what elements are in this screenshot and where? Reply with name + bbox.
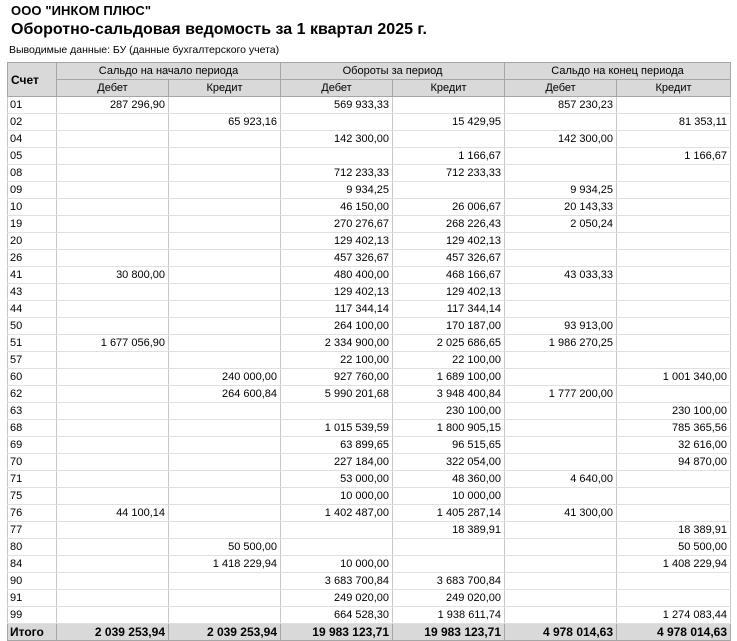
closing-debit-cell bbox=[505, 522, 617, 539]
closing-credit-cell bbox=[617, 165, 731, 182]
turnover-debit-cell: 22 100,00 bbox=[281, 352, 393, 369]
table-row[interactable] bbox=[8, 250, 731, 267]
account-cell: 80 bbox=[8, 539, 57, 556]
turnover-credit-cell: 322 054,00 bbox=[393, 454, 505, 471]
turnover-debit-cell: 927 760,00 bbox=[281, 369, 393, 386]
table-row[interactable] bbox=[8, 420, 731, 437]
closing-debit-cell: 43 033,33 bbox=[505, 267, 617, 284]
opening-credit-cell bbox=[169, 573, 281, 590]
turnover-credit-cell: 96 515,65 bbox=[393, 437, 505, 454]
account-cell: 09 bbox=[8, 182, 57, 199]
opening-debit-cell: 30 800,00 bbox=[57, 267, 169, 284]
opening-debit-cell bbox=[57, 318, 169, 335]
opening-debit-cell bbox=[57, 233, 169, 250]
turnover-debit-cell: 249 020,00 bbox=[281, 590, 393, 607]
table-row[interactable] bbox=[8, 114, 731, 131]
closing-debit-cell bbox=[505, 114, 617, 131]
opening-debit-cell: 1 677 056,90 bbox=[57, 335, 169, 352]
turnover-credit-cell: 1 166,67 bbox=[393, 148, 505, 165]
turnover-debit-cell bbox=[281, 114, 393, 131]
account-cell: 63 bbox=[8, 403, 57, 420]
account-cell: 75 bbox=[8, 488, 57, 505]
turnover-debit-cell: 1 402 487,00 bbox=[281, 505, 393, 522]
closing-debit-cell: 4 640,00 bbox=[505, 471, 617, 488]
opening-debit-cell bbox=[57, 284, 169, 301]
opening-debit-cell bbox=[57, 148, 169, 165]
opening-credit-cell bbox=[169, 403, 281, 420]
turnover-credit-cell: 268 226,43 bbox=[393, 216, 505, 233]
turnover-debit-cell: 1 015 539,59 bbox=[281, 420, 393, 437]
closing-credit-cell bbox=[617, 335, 731, 352]
opening-credit-cell bbox=[169, 301, 281, 318]
closing-credit-cell: 1 274 083,44 bbox=[617, 607, 731, 624]
closing-credit-cell: 1 408 229,94 bbox=[617, 556, 731, 573]
closing-credit-cell bbox=[617, 267, 731, 284]
opening-credit-cell bbox=[169, 148, 281, 165]
closing-debit-cell bbox=[505, 233, 617, 250]
turnover-debit-cell bbox=[281, 148, 393, 165]
column-header-opening-credit[interactable]: Кредит bbox=[169, 80, 281, 97]
closing-credit-cell bbox=[617, 301, 731, 318]
turnover-credit-cell: 15 429,95 bbox=[393, 114, 505, 131]
closing-credit-cell bbox=[617, 573, 731, 590]
opening-credit-cell: 264 600,84 bbox=[169, 386, 281, 403]
closing-debit-cell bbox=[505, 369, 617, 386]
table-row[interactable] bbox=[8, 471, 731, 488]
turnover-credit-cell: 1 938 611,74 bbox=[393, 607, 505, 624]
report-title: Оборотно-сальдовая ведомость за 1 квартал 2025 г. bbox=[11, 21, 427, 38]
account-cell: 60 bbox=[8, 369, 57, 386]
table-row[interactable] bbox=[8, 539, 731, 556]
table-row[interactable] bbox=[8, 369, 731, 386]
closing-debit-cell: 20 143,33 bbox=[505, 199, 617, 216]
opening-credit-cell bbox=[169, 590, 281, 607]
opening-credit-cell bbox=[169, 267, 281, 284]
turnover-debit-cell: 117 344,14 bbox=[281, 301, 393, 318]
table-row[interactable] bbox=[8, 522, 731, 539]
opening-credit-cell: 1 418 229,94 bbox=[169, 556, 281, 573]
opening-debit-cell bbox=[57, 420, 169, 437]
closing-credit-cell bbox=[617, 318, 731, 335]
account-cell: 20 bbox=[8, 233, 57, 250]
opening-credit-cell bbox=[169, 216, 281, 233]
column-group-turnover[interactable]: Обороты за период bbox=[281, 63, 505, 80]
closing-credit-cell: 18 389,91 bbox=[617, 522, 731, 539]
closing-credit-cell bbox=[617, 233, 731, 250]
turnover-debit-cell: 2 334 900,00 bbox=[281, 335, 393, 352]
turnover-balance-table bbox=[7, 62, 731, 641]
account-cell: 77 bbox=[8, 522, 57, 539]
turnover-debit-cell: 270 276,67 bbox=[281, 216, 393, 233]
closing-credit-cell bbox=[617, 284, 731, 301]
table-row[interactable] bbox=[8, 182, 731, 199]
turnover-credit-cell: 1 800 905,15 bbox=[393, 420, 505, 437]
closing-debit-cell: 41 300,00 bbox=[505, 505, 617, 522]
column-group-closing-balance[interactable]: Сальдо на конец периода bbox=[505, 63, 731, 80]
turnover-credit-cell: 2 025 686,65 bbox=[393, 335, 505, 352]
closing-debit-cell bbox=[505, 165, 617, 182]
account-cell: 99 bbox=[8, 607, 57, 624]
account-cell: 50 bbox=[8, 318, 57, 335]
closing-credit-cell bbox=[617, 386, 731, 403]
opening-debit-cell bbox=[57, 369, 169, 386]
opening-debit-cell bbox=[57, 471, 169, 488]
closing-debit-cell bbox=[505, 573, 617, 590]
closing-debit-cell bbox=[505, 420, 617, 437]
closing-debit-cell bbox=[505, 539, 617, 556]
closing-debit-cell: 142 300,00 bbox=[505, 131, 617, 148]
account-cell: 05 bbox=[8, 148, 57, 165]
closing-credit-cell bbox=[617, 250, 731, 267]
turnover-credit-cell: 230 100,00 bbox=[393, 403, 505, 420]
opening-debit-cell bbox=[57, 403, 169, 420]
closing-credit-cell bbox=[617, 488, 731, 505]
account-cell: 84 bbox=[8, 556, 57, 573]
table-row[interactable] bbox=[8, 199, 731, 216]
closing-debit-cell: 2 050,24 bbox=[505, 216, 617, 233]
total-row[interactable] bbox=[8, 624, 731, 641]
closing-credit-cell bbox=[617, 352, 731, 369]
closing-debit-cell: 9 934,25 bbox=[505, 182, 617, 199]
turnover-credit-cell: 249 020,00 bbox=[393, 590, 505, 607]
turnover-debit-cell: 3 683 700,84 bbox=[281, 573, 393, 590]
table-row[interactable] bbox=[8, 148, 731, 165]
closing-debit-cell bbox=[505, 148, 617, 165]
table-row[interactable] bbox=[8, 556, 731, 573]
turnover-credit-cell: 1 405 287,14 bbox=[393, 505, 505, 522]
opening-credit-cell bbox=[169, 505, 281, 522]
opening-credit-cell: 50 500,00 bbox=[169, 539, 281, 556]
closing-debit-cell bbox=[505, 488, 617, 505]
turnover-debit-cell: 712 233,33 bbox=[281, 165, 393, 182]
closing-credit-cell: 230 100,00 bbox=[617, 403, 731, 420]
opening-debit-cell bbox=[57, 437, 169, 454]
opening-credit-cell bbox=[169, 488, 281, 505]
turnover-credit-cell: 3 683 700,84 bbox=[393, 573, 505, 590]
header-row-sub bbox=[8, 80, 731, 97]
account-cell: 51 bbox=[8, 335, 57, 352]
turnover-debit-cell: 480 400,00 bbox=[281, 267, 393, 284]
account-cell: 41 bbox=[8, 267, 57, 284]
column-header-closing-credit[interactable]: Кредит bbox=[617, 80, 731, 97]
turnover-credit-cell bbox=[393, 131, 505, 148]
account-cell: 19 bbox=[8, 216, 57, 233]
total-opening-debit: 2 039 253,94 bbox=[57, 624, 169, 641]
turnover-debit-cell bbox=[281, 403, 393, 420]
opening-debit-cell bbox=[57, 573, 169, 590]
closing-debit-cell bbox=[505, 301, 617, 318]
opening-debit-cell bbox=[57, 199, 169, 216]
table-row[interactable] bbox=[8, 284, 731, 301]
account-cell: 43 bbox=[8, 284, 57, 301]
turnover-credit-cell bbox=[393, 97, 505, 114]
opening-credit-cell bbox=[169, 437, 281, 454]
closing-debit-cell bbox=[505, 403, 617, 420]
closing-credit-cell bbox=[617, 505, 731, 522]
turnover-debit-cell bbox=[281, 539, 393, 556]
turnover-debit-cell bbox=[281, 522, 393, 539]
turnover-credit-cell: 117 344,14 bbox=[393, 301, 505, 318]
closing-debit-cell: 857 230,23 bbox=[505, 97, 617, 114]
opening-credit-cell bbox=[169, 165, 281, 182]
table-row[interactable] bbox=[8, 454, 731, 471]
total-closing-credit: 4 978 014,63 bbox=[617, 624, 731, 641]
column-header-account[interactable]: Счет bbox=[8, 63, 57, 97]
opening-debit-cell bbox=[57, 556, 169, 573]
table-row[interactable] bbox=[8, 97, 731, 114]
opening-debit-cell bbox=[57, 522, 169, 539]
column-header-turnover-debit[interactable]: Дебет bbox=[281, 80, 393, 97]
opening-credit-cell bbox=[169, 352, 281, 369]
turnover-credit-cell: 170 187,00 bbox=[393, 318, 505, 335]
closing-credit-cell: 785 365,56 bbox=[617, 420, 731, 437]
table-row[interactable] bbox=[8, 437, 731, 454]
column-header-closing-debit[interactable]: Дебет bbox=[505, 80, 617, 97]
table-row[interactable] bbox=[8, 590, 731, 607]
turnover-debit-cell: 227 184,00 bbox=[281, 454, 393, 471]
turnover-credit-cell: 3 948 400,84 bbox=[393, 386, 505, 403]
closing-debit-cell: 93 913,00 bbox=[505, 318, 617, 335]
table-row[interactable] bbox=[8, 488, 731, 505]
turnover-debit-cell: 10 000,00 bbox=[281, 488, 393, 505]
account-cell: 91 bbox=[8, 590, 57, 607]
closing-credit-cell bbox=[617, 97, 731, 114]
account-cell: 02 bbox=[8, 114, 57, 131]
closing-debit-cell bbox=[505, 454, 617, 471]
opening-debit-cell bbox=[57, 216, 169, 233]
account-cell: 10 bbox=[8, 199, 57, 216]
column-header-opening-debit[interactable]: Дебет bbox=[57, 80, 169, 97]
closing-debit-cell: 1 986 270,25 bbox=[505, 335, 617, 352]
closing-credit-cell: 50 500,00 bbox=[617, 539, 731, 556]
turnover-credit-cell: 129 402,13 bbox=[393, 233, 505, 250]
opening-debit-cell bbox=[57, 590, 169, 607]
account-cell: 01 bbox=[8, 97, 57, 114]
table-row[interactable] bbox=[8, 386, 731, 403]
account-cell: 68 bbox=[8, 420, 57, 437]
account-cell: 26 bbox=[8, 250, 57, 267]
closing-credit-cell bbox=[617, 131, 731, 148]
closing-debit-cell bbox=[505, 250, 617, 267]
turnover-debit-cell: 457 326,67 bbox=[281, 250, 393, 267]
turnover-debit-cell: 129 402,13 bbox=[281, 284, 393, 301]
turnover-credit-cell bbox=[393, 182, 505, 199]
opening-debit-cell bbox=[57, 114, 169, 131]
table-row[interactable] bbox=[8, 352, 731, 369]
report-subtitle: Выводимые данные: БУ (данные бухгалтерского учета) bbox=[9, 44, 280, 56]
opening-debit-cell bbox=[57, 301, 169, 318]
column-header-turnover-credit[interactable]: Кредит bbox=[393, 80, 505, 97]
opening-debit-cell: 44 100,14 bbox=[57, 505, 169, 522]
opening-debit-cell bbox=[57, 386, 169, 403]
turnover-credit-cell: 129 402,13 bbox=[393, 284, 505, 301]
turnover-credit-cell: 457 326,67 bbox=[393, 250, 505, 267]
table-row[interactable] bbox=[8, 165, 731, 182]
closing-credit-cell: 81 353,11 bbox=[617, 114, 731, 131]
closing-credit-cell: 1 001 340,00 bbox=[617, 369, 731, 386]
closing-debit-cell bbox=[505, 284, 617, 301]
table-row[interactable] bbox=[8, 403, 731, 420]
opening-debit-cell bbox=[57, 182, 169, 199]
opening-credit-cell bbox=[169, 131, 281, 148]
turnover-debit-cell: 5 990 201,68 bbox=[281, 386, 393, 403]
closing-credit-cell bbox=[617, 590, 731, 607]
closing-debit-cell: 1 777 200,00 bbox=[505, 386, 617, 403]
closing-credit-cell bbox=[617, 471, 731, 488]
closing-credit-cell: 32 616,00 bbox=[617, 437, 731, 454]
opening-debit-cell bbox=[57, 454, 169, 471]
total-opening-credit: 2 039 253,94 bbox=[169, 624, 281, 641]
opening-credit-cell: 240 000,00 bbox=[169, 369, 281, 386]
opening-credit-cell bbox=[169, 284, 281, 301]
opening-credit-cell bbox=[169, 199, 281, 216]
table-row[interactable] bbox=[8, 335, 731, 352]
opening-credit-cell bbox=[169, 233, 281, 250]
account-cell: 76 bbox=[8, 505, 57, 522]
turnover-debit-cell: 569 933,33 bbox=[281, 97, 393, 114]
header-row-groups bbox=[8, 63, 731, 80]
turnover-credit-cell: 48 360,00 bbox=[393, 471, 505, 488]
closing-debit-cell bbox=[505, 556, 617, 573]
opening-credit-cell: 65 923,16 bbox=[169, 114, 281, 131]
table-body bbox=[8, 97, 731, 624]
turnover-debit-cell: 264 100,00 bbox=[281, 318, 393, 335]
opening-credit-cell bbox=[169, 97, 281, 114]
opening-debit-cell bbox=[57, 352, 169, 369]
account-cell: 71 bbox=[8, 471, 57, 488]
opening-credit-cell bbox=[169, 454, 281, 471]
account-cell: 69 bbox=[8, 437, 57, 454]
opening-debit-cell bbox=[57, 539, 169, 556]
turnover-credit-cell: 26 006,67 bbox=[393, 199, 505, 216]
closing-debit-cell bbox=[505, 437, 617, 454]
turnover-credit-cell bbox=[393, 556, 505, 573]
table-row[interactable] bbox=[8, 216, 731, 233]
column-group-opening-balance[interactable]: Сальдо на начало периода bbox=[57, 63, 281, 80]
closing-credit-cell bbox=[617, 182, 731, 199]
closing-credit-cell: 1 166,67 bbox=[617, 148, 731, 165]
opening-credit-cell bbox=[169, 335, 281, 352]
turnover-debit-cell: 10 000,00 bbox=[281, 556, 393, 573]
closing-debit-cell bbox=[505, 352, 617, 369]
account-cell: 57 bbox=[8, 352, 57, 369]
closing-debit-cell bbox=[505, 590, 617, 607]
closing-credit-cell bbox=[617, 199, 731, 216]
opening-debit-cell bbox=[57, 250, 169, 267]
opening-credit-cell bbox=[169, 420, 281, 437]
account-cell: 44 bbox=[8, 301, 57, 318]
turnover-credit-cell: 10 000,00 bbox=[393, 488, 505, 505]
opening-debit-cell bbox=[57, 165, 169, 182]
company-name: ООО "ИНКОМ ПЛЮС" bbox=[11, 3, 152, 18]
table-row[interactable] bbox=[8, 267, 731, 284]
total-turnover-debit: 19 983 123,71 bbox=[281, 624, 393, 641]
turnover-credit-cell: 712 233,33 bbox=[393, 165, 505, 182]
table-row[interactable] bbox=[8, 505, 731, 522]
total-turnover-credit: 19 983 123,71 bbox=[393, 624, 505, 641]
table-row[interactable] bbox=[8, 131, 731, 148]
total-closing-debit: 4 978 014,63 bbox=[505, 624, 617, 641]
opening-debit-cell bbox=[57, 131, 169, 148]
account-cell: 04 bbox=[8, 131, 57, 148]
account-cell: 08 bbox=[8, 165, 57, 182]
opening-credit-cell bbox=[169, 182, 281, 199]
turnover-credit-cell: 22 100,00 bbox=[393, 352, 505, 369]
turnover-debit-cell: 63 899,65 bbox=[281, 437, 393, 454]
turnover-debit-cell: 53 000,00 bbox=[281, 471, 393, 488]
turnover-debit-cell: 142 300,00 bbox=[281, 131, 393, 148]
opening-credit-cell bbox=[169, 471, 281, 488]
turnover-debit-cell: 129 402,13 bbox=[281, 233, 393, 250]
closing-credit-cell: 94 870,00 bbox=[617, 454, 731, 471]
turnover-debit-cell: 9 934,25 bbox=[281, 182, 393, 199]
total-label: Итого bbox=[8, 624, 57, 641]
table-row[interactable] bbox=[8, 573, 731, 590]
turnover-debit-cell: 664 528,30 bbox=[281, 607, 393, 624]
opening-credit-cell bbox=[169, 318, 281, 335]
turnover-credit-cell bbox=[393, 539, 505, 556]
turnover-credit-cell: 18 389,91 bbox=[393, 522, 505, 539]
turnover-debit-cell: 46 150,00 bbox=[281, 199, 393, 216]
table-row[interactable] bbox=[8, 301, 731, 318]
closing-credit-cell bbox=[617, 216, 731, 233]
opening-credit-cell bbox=[169, 522, 281, 539]
account-cell: 90 bbox=[8, 573, 57, 590]
turnover-credit-cell: 468 166,67 bbox=[393, 267, 505, 284]
table-row[interactable] bbox=[8, 233, 731, 250]
opening-credit-cell bbox=[169, 250, 281, 267]
table-row[interactable] bbox=[8, 318, 731, 335]
turnover-credit-cell: 1 689 100,00 bbox=[393, 369, 505, 386]
opening-debit-cell: 287 296,90 bbox=[57, 97, 169, 114]
account-cell: 62 bbox=[8, 386, 57, 403]
account-cell: 70 bbox=[8, 454, 57, 471]
opening-debit-cell bbox=[57, 488, 169, 505]
